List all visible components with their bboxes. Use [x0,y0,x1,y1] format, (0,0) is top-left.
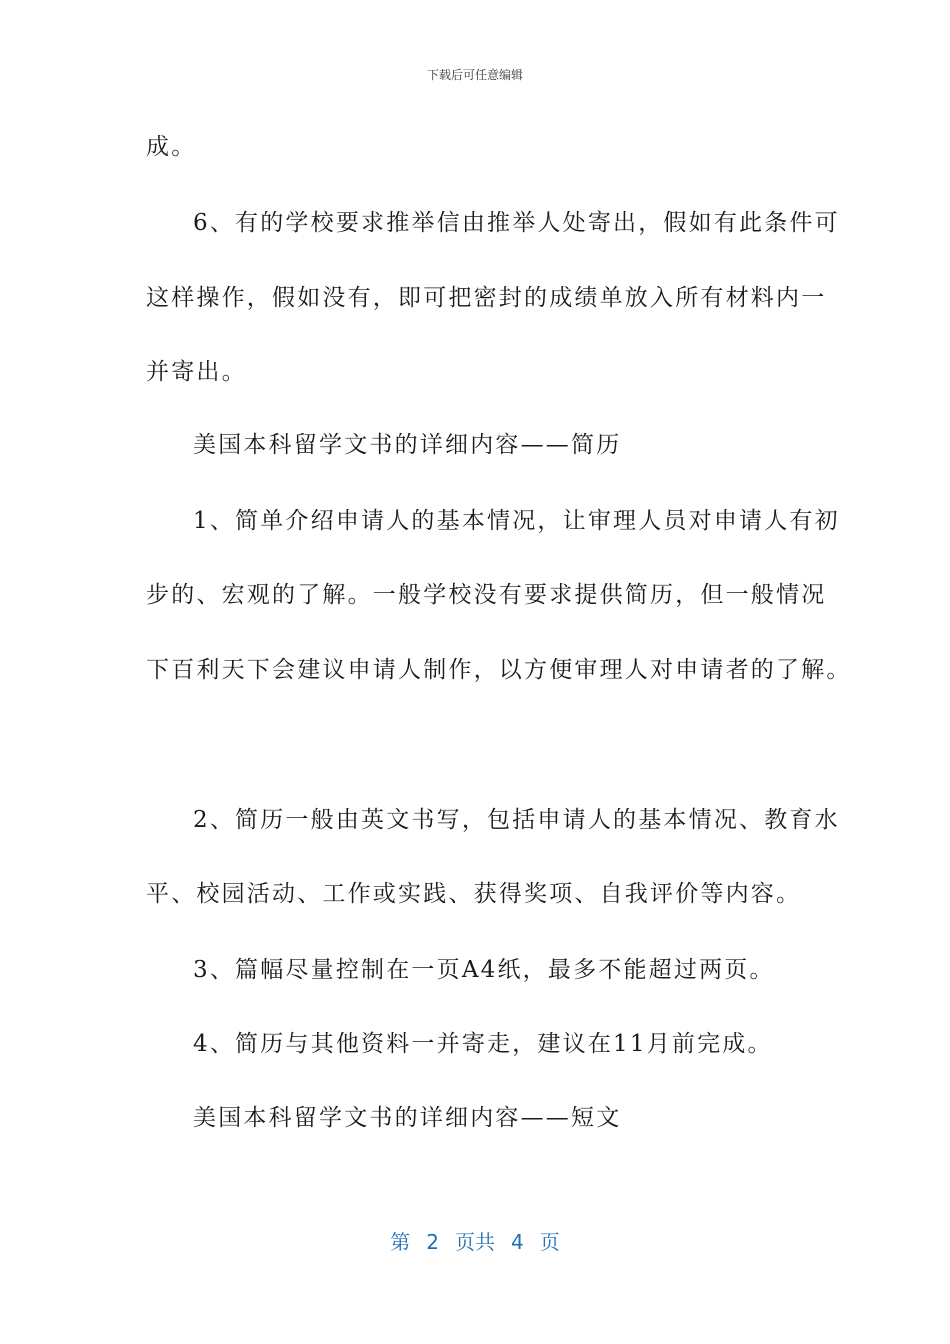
body-line: 这样操作，假如没有，即可把密封的成绩单放入所有材料内一 [146,285,827,311]
body-line: 步的、宏观的了解。一般学校没有要求提供简历，但一般情况 [146,582,827,608]
body-line: 下百利天下会建议申请人制作，以方便审理人对申请者的了解。 [146,657,852,683]
page-header-note: 下载后可任意编辑 [426,68,523,82]
body-line: 6、有的学校要求推举信由推举人处寄出，假如有此条件可 [193,210,840,236]
page-label-prefix: 第 [390,1230,411,1254]
body-line: 4、简历与其他资料一并寄走，建议在11月前完成。 [193,1031,773,1057]
page-footer [0,1226,950,1255]
body-line: 并寄出。 [146,359,247,385]
body-line: 3、篇幅尽量控制在一页A4纸，最多不能超过两页。 [193,957,775,983]
total-pages-number: 4 [511,1230,524,1254]
body-line: 1、简单介绍申请人的基本情况，让审理人员对申请人有初 [193,508,840,534]
current-page-number: 2 [426,1230,439,1254]
page-label-mid: 页共 [455,1230,495,1254]
page-label-suffix: 页 [539,1230,560,1254]
body-line: 2、简历一般由英文书写，包括申请人的基本情况、教育水 [193,807,840,833]
body-line: 平、校园活动、工作或实践、获得奖项、自我评价等内容。 [146,881,802,907]
body-line: 成。 [146,134,197,160]
section-heading: 美国本科留学文书的详细内容——简历 [193,432,622,458]
section-heading: 美国本科留学文书的详细内容——短文 [193,1105,622,1131]
